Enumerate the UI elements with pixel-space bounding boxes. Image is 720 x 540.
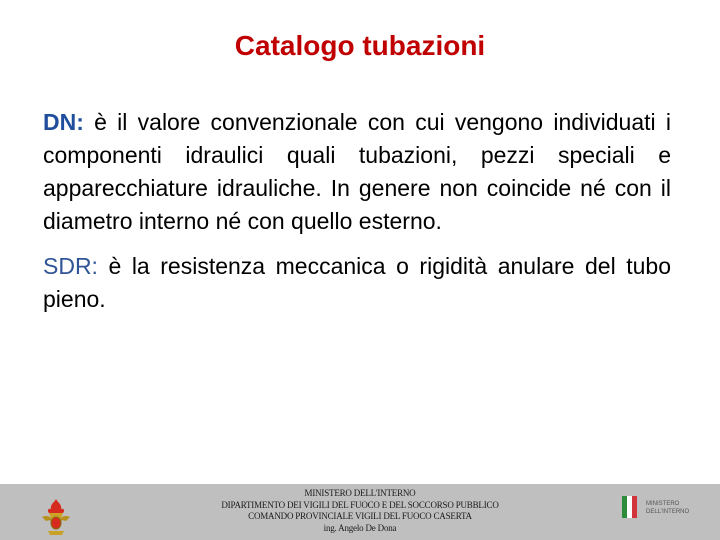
slide-title: Catalogo tubazioni (234, 30, 486, 61)
dn-definition: è il valore convenzionale con cui vengono individuati i componenti idraulici quali tubazioni, pezzi speciali e apparecchiature idrauliche. In genere non coincide né con il diametro interno né con quello esterno. (43, 109, 671, 234)
dn-term: DN: (43, 109, 84, 135)
sdr-term: SDR: (43, 253, 98, 279)
footer-line-department: DIPARTIMENTO DEI VIGILI DEL FUOCO E DEL SOCCORSO PUBBLICO (221, 499, 499, 510)
footer-line-ministry: MINISTERO DELL'INTERNO (304, 488, 416, 498)
footer-bar (0, 484, 720, 540)
sdr-paragraph (43, 250, 671, 316)
footer-line-author: ing. Angelo De Dona (323, 522, 397, 533)
ministry-logo-text-line-2: DELL'INTERNO (646, 509, 690, 515)
footer-credits (160, 488, 560, 534)
ministry-logo-text-line-1: MINISTERO (646, 501, 680, 507)
vigili-del-fuoco-emblem-icon (36, 497, 76, 537)
footer-line-command: COMANDO PROVINCIALE VIGILI DEL FUOCO CASERTA (248, 511, 472, 521)
ministry-logo-text (646, 500, 689, 516)
dn-paragraph (43, 106, 671, 238)
sdr-definition: è la resistenza meccanica o rigidità anulare del tubo pieno. (43, 253, 671, 312)
italian-flag-logo-icon (620, 494, 642, 520)
slide-content (43, 106, 671, 316)
